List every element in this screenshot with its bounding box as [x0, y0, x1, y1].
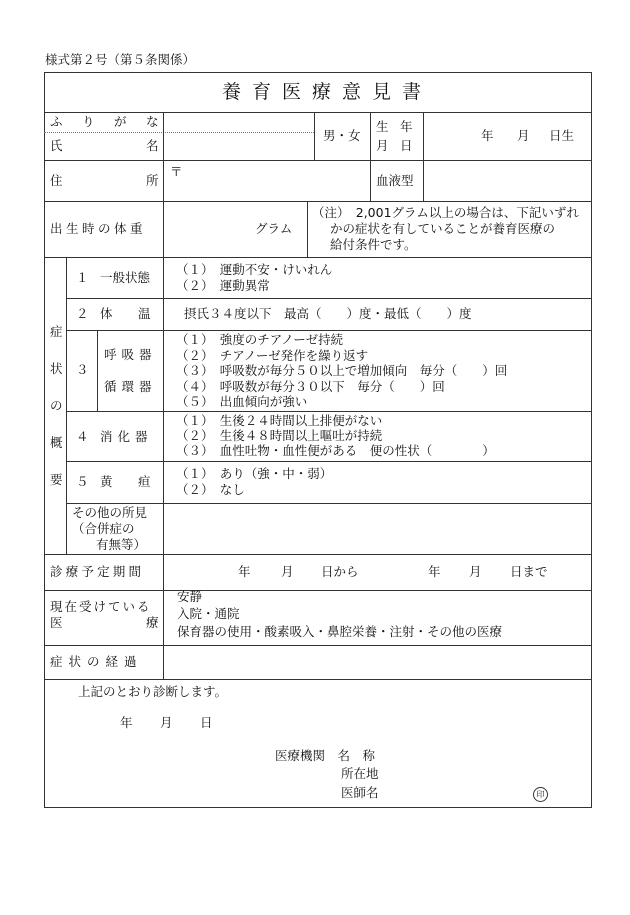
- line: [370, 112, 371, 201]
- line: [66, 461, 592, 462]
- furigana-label-1: ふ: [50, 114, 63, 129]
- circulatory-label: 循環器: [104, 379, 157, 394]
- birth-weight-label: 出生時の体重: [50, 221, 147, 236]
- other-findings-line-1: その他の所見: [72, 505, 148, 520]
- line: [163, 112, 164, 679]
- line: [44, 257, 592, 258]
- footer-month: 月: [160, 715, 173, 730]
- line: [66, 298, 592, 299]
- line: [44, 679, 592, 680]
- respiratory-item-5: （５） 出血傾向が強い: [176, 394, 308, 409]
- institution-name-label: 医療機関 名 称: [275, 748, 376, 763]
- general-item-2: （２） 運動異常: [176, 278, 270, 293]
- sex-field[interactable]: 男・女: [323, 128, 361, 143]
- temperature-text: 摂氏３４度以下 最高（ ）度・最低（ ）度: [184, 306, 472, 321]
- current-care-label: 現在受けている: [50, 599, 152, 614]
- line: [44, 590, 592, 591]
- respiratory-number: ３: [76, 362, 89, 377]
- schedule-label: 診療予定期間: [50, 564, 145, 579]
- furigana-label-3: が: [114, 114, 127, 129]
- line: [423, 112, 424, 201]
- schedule-from-day: 日から: [321, 564, 359, 579]
- digestive-label: 消化器: [100, 429, 153, 444]
- birth-year: 年: [481, 128, 494, 143]
- institution-location-label: 所在地: [341, 766, 379, 781]
- symptoms-side-label-2: 状: [50, 361, 63, 376]
- name-label-2: 名: [146, 138, 159, 153]
- symptoms-side-label-5: 要: [50, 472, 63, 487]
- footer-year: 年: [120, 715, 133, 730]
- symptoms-side-label-4: 概: [50, 435, 63, 450]
- furigana-label-4: な: [146, 114, 159, 129]
- schedule-to-month: 月: [469, 564, 482, 579]
- current-care-item-2: 入院・通院: [177, 606, 240, 621]
- jaundice-item-1: （１） あり（強・中・弱）: [176, 466, 333, 481]
- line: [44, 554, 592, 555]
- line: [314, 112, 315, 160]
- digestive-item-1: （１） 生後２４時間以上排便がない: [176, 413, 383, 428]
- footer-day: 日: [200, 715, 213, 730]
- temperature-number: ２: [76, 306, 89, 321]
- symptoms-side-label-3: の: [50, 398, 63, 413]
- name-label-1: 氏: [50, 138, 63, 153]
- form-number: 様式第２号（第５条関係）: [45, 52, 196, 67]
- other-findings-line-2: （合併症の: [72, 521, 135, 536]
- note-line-3: 給付条件です。: [330, 237, 417, 252]
- current-care-label-2a: 医: [50, 615, 63, 630]
- line: [66, 411, 592, 412]
- respiratory-label: 呼吸器: [104, 347, 157, 362]
- jaundice-item-2: （２） なし: [176, 482, 245, 497]
- schedule-from-year: 年: [238, 564, 251, 579]
- line: [307, 201, 308, 257]
- diagnosis-statement: 上記のとおり診断します。: [78, 684, 228, 699]
- jaundice-number: ５: [76, 474, 89, 489]
- current-care-item-3: 保育器の使用・酸素吸入・鼻腔栄養・注射・その他の医療: [177, 624, 503, 639]
- furigana-label-2: り: [82, 114, 95, 129]
- birth-label-bottom-1: 月: [376, 138, 389, 153]
- temperature-label-1: 体: [100, 306, 113, 321]
- current-care-item-1: 安静: [177, 589, 203, 604]
- respiratory-item-1: （１） 強度のチアノーゼ持続: [176, 332, 344, 347]
- note-line-1: （注） 2,001グラム以上の場合は、下記いずれ: [312, 205, 579, 220]
- doctor-name-label: 医師名: [341, 785, 379, 800]
- respiratory-item-4: （４） 呼吸数が毎分３０以下 毎分（ ）回: [176, 379, 445, 394]
- digestive-item-2: （２） 生後４８時間以上嘔吐が持続: [176, 428, 383, 443]
- address-label-1: 住: [50, 173, 63, 188]
- line: [44, 160, 592, 161]
- line: [44, 645, 592, 646]
- birth-month: 月: [517, 128, 530, 143]
- birth-day: 日生: [549, 128, 575, 143]
- schedule-from-month: 月: [281, 564, 294, 579]
- line: [44, 112, 592, 113]
- jaundice-label-2: 疸: [138, 474, 151, 489]
- general-label: 一般状態: [100, 270, 151, 285]
- note-line-2: かの症状を有していることが養育医療の: [330, 221, 556, 236]
- respiratory-item-3: （３） 呼吸数が毎分５０以上で増加傾向 毎分（ ）回: [176, 363, 508, 378]
- postal-mark: 〒: [170, 164, 183, 179]
- birth-label-bottom-2: 日: [400, 138, 413, 153]
- jaundice-label-1: 黄: [100, 474, 113, 489]
- schedule-to-year: 年: [428, 564, 441, 579]
- line: [66, 330, 592, 331]
- birth-label-top-1: 生: [376, 119, 389, 134]
- general-number: １: [76, 270, 89, 285]
- current-care-label-2b: 療: [146, 615, 159, 630]
- course-label: 症状の経過: [50, 654, 143, 669]
- address-label-2: 所: [146, 173, 159, 188]
- gram-unit: グラム: [255, 221, 293, 236]
- blood-type-label: 血液型: [376, 173, 414, 188]
- line: [44, 201, 592, 202]
- other-findings-line-3: 有無等）: [96, 537, 147, 552]
- furigana-divider: [44, 132, 314, 133]
- line: [97, 330, 98, 411]
- schedule-to-day: 日まで: [510, 564, 548, 579]
- respiratory-item-2: （２） チアノーゼ発作を繰り返す: [176, 348, 369, 363]
- symptoms-side-label-1: 症: [50, 324, 63, 339]
- seal-mark: 印: [533, 787, 548, 802]
- digestive-item-3: （３） 血性吐物・血性便がある 便の性状（ ）: [176, 443, 495, 458]
- general-item-1: （１） 運動不安・けいれん: [176, 262, 333, 277]
- digestive-number: ４: [76, 429, 89, 444]
- line: [66, 257, 67, 554]
- birth-label-top-2: 年: [400, 119, 413, 134]
- line: [66, 503, 592, 504]
- document-title: 養育医療意見書: [222, 81, 433, 103]
- temperature-label-2: 温: [138, 306, 151, 321]
